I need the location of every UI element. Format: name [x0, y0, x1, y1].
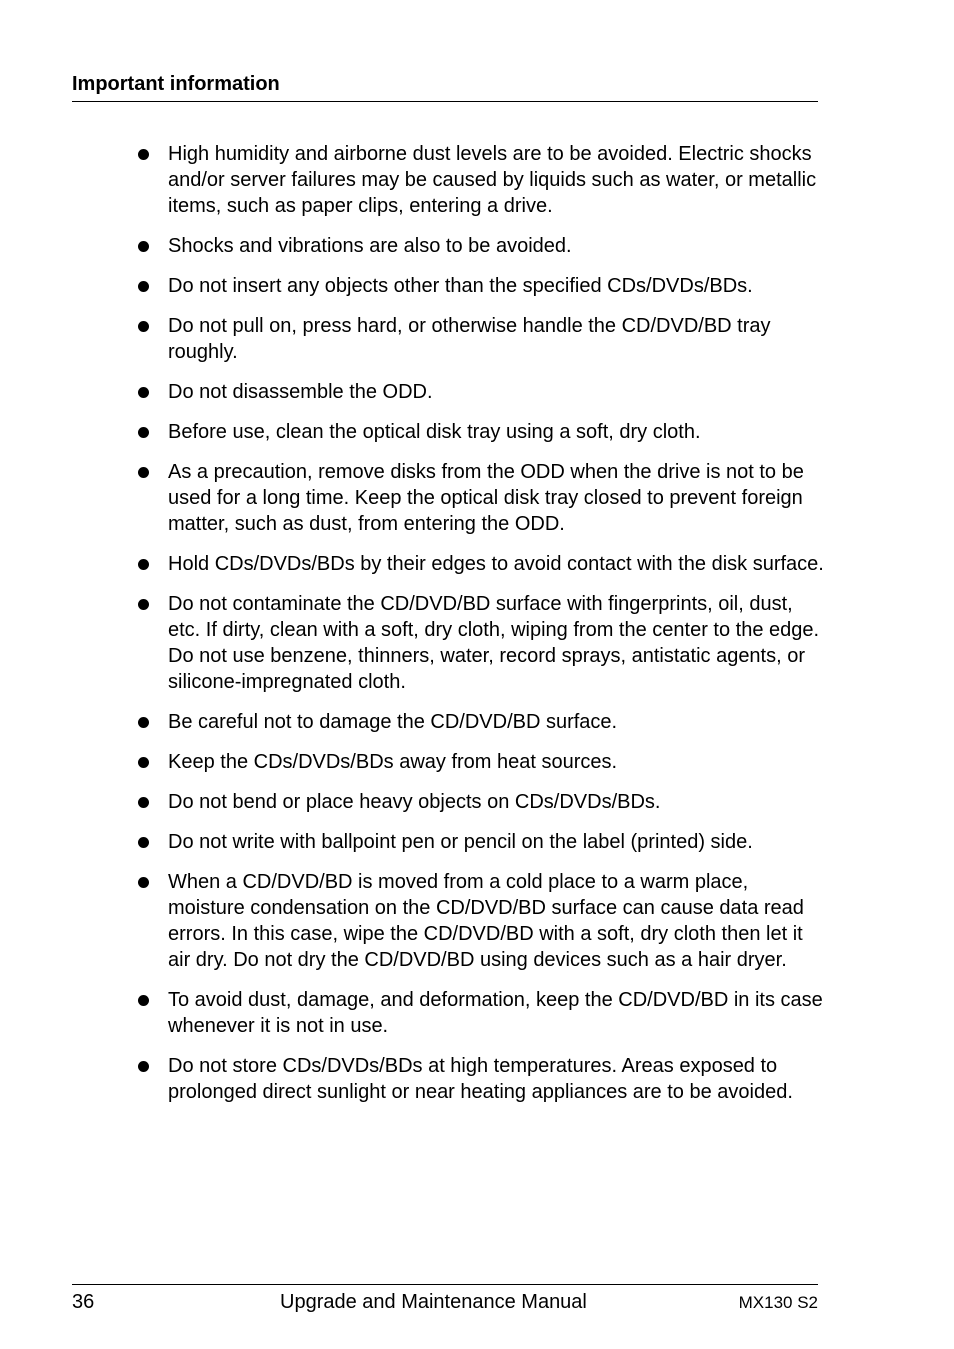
list-item-text: Shocks and vibrations are also to be avoided. [168, 235, 572, 257]
page-number: 36 [72, 1291, 95, 1313]
list-item-text: When a CD/DVD/BD is moved from a cold place to a warm place, moisture condensation on the CD/DVD/BD surface can cause data read errors. In this case, wipe the CD/DVD/BD with a soft, dry cloth then let it air dry. Do not dry the CD/DVD/BD using devices such as a hair dryer. [168, 871, 804, 971]
list-item-text: As a precaution, remove disks from the ODD when the drive is not to be used for a long time. Keep the optical disk tray closed to prevent foreign matter, such as dust, from entering the ODD. [168, 461, 804, 535]
list-item [138, 233, 828, 259]
list-item-text: Do not disassemble the ODD. [168, 381, 433, 403]
bullet-icon [138, 559, 149, 570]
list-item [138, 1053, 828, 1105]
bullet-icon [138, 387, 149, 398]
footer-divider [72, 1284, 818, 1285]
list-item [138, 379, 828, 405]
list-item [138, 313, 828, 365]
bullet-icon [138, 1061, 149, 1072]
bullet-icon [138, 599, 149, 610]
list-item [138, 459, 828, 537]
bullet-icon [138, 149, 149, 160]
header-divider [72, 101, 818, 102]
list-item [138, 273, 828, 299]
list-item-text: Do not bend or place heavy objects on CDs/DVDs/BDs. [168, 791, 661, 813]
list-item-text: Hold CDs/DVDs/BDs by their edges to avoid contact with the disk surface. [168, 553, 824, 575]
model-name: MX130 S2 [738, 1293, 818, 1312]
list-item-text: Do not write with ballpoint pen or pencil on the label (printed) side. [168, 831, 753, 853]
list-item [138, 749, 828, 775]
list-item [138, 987, 828, 1039]
bullet-icon [138, 281, 149, 292]
manual-title: Upgrade and Maintenance Manual [280, 1291, 587, 1313]
bullet-icon [138, 877, 149, 888]
list-item-text: Do not pull on, press hard, or otherwise handle the CD/DVD/BD tray roughly. [168, 315, 771, 363]
bullet-icon [138, 321, 149, 332]
bullet-icon [138, 467, 149, 478]
list-item-text: Do not store CDs/DVDs/BDs at high temperatures. Areas exposed to prolonged direct sunlight or near heating appliances are to be avoided. [168, 1055, 793, 1103]
list-item-text: Do not insert any objects other than the specified CDs/DVDs/BDs. [168, 275, 753, 297]
precautions-list [138, 141, 828, 1119]
list-item [138, 869, 828, 973]
list-item-text: Do not contaminate the CD/DVD/BD surface with fingerprints, oil, dust, etc. If dirty, clean with a soft, dry cloth, wiping from the center to the edge. Do not use benzene, thinners, water, record sprays, antistatic agents, or silicone-impregnated cloth. [168, 593, 820, 693]
bullet-icon [138, 757, 149, 768]
list-item-text: To avoid dust, damage, and deformation, keep the CD/DVD/BD in its case whenever it is not in use. [168, 989, 823, 1037]
bullet-icon [138, 427, 149, 438]
list-item-text: High humidity and airborne dust levels are to be avoided. Electric shocks and/or server failures may be caused by liquids such as water, or metallic items, such as paper clips, entering a drive. [168, 143, 817, 217]
list-item [138, 591, 828, 695]
list-item-text: Keep the CDs/DVDs/BDs away from heat sources. [168, 751, 618, 773]
bullet-icon [138, 717, 149, 728]
bullet-icon [138, 995, 149, 1006]
list-item [138, 141, 828, 219]
list-item [138, 829, 828, 855]
bullet-icon [138, 241, 149, 252]
list-item [138, 789, 828, 815]
bullet-icon [138, 797, 149, 808]
list-item [138, 551, 828, 577]
section-title: Important information [72, 73, 280, 95]
list-item [138, 709, 828, 735]
list-item [138, 419, 828, 445]
list-item-text: Before use, clean the optical disk tray using a soft, dry cloth. [168, 421, 701, 443]
bullet-icon [138, 837, 149, 848]
list-item-text: Be careful not to damage the CD/DVD/BD surface. [168, 711, 618, 733]
